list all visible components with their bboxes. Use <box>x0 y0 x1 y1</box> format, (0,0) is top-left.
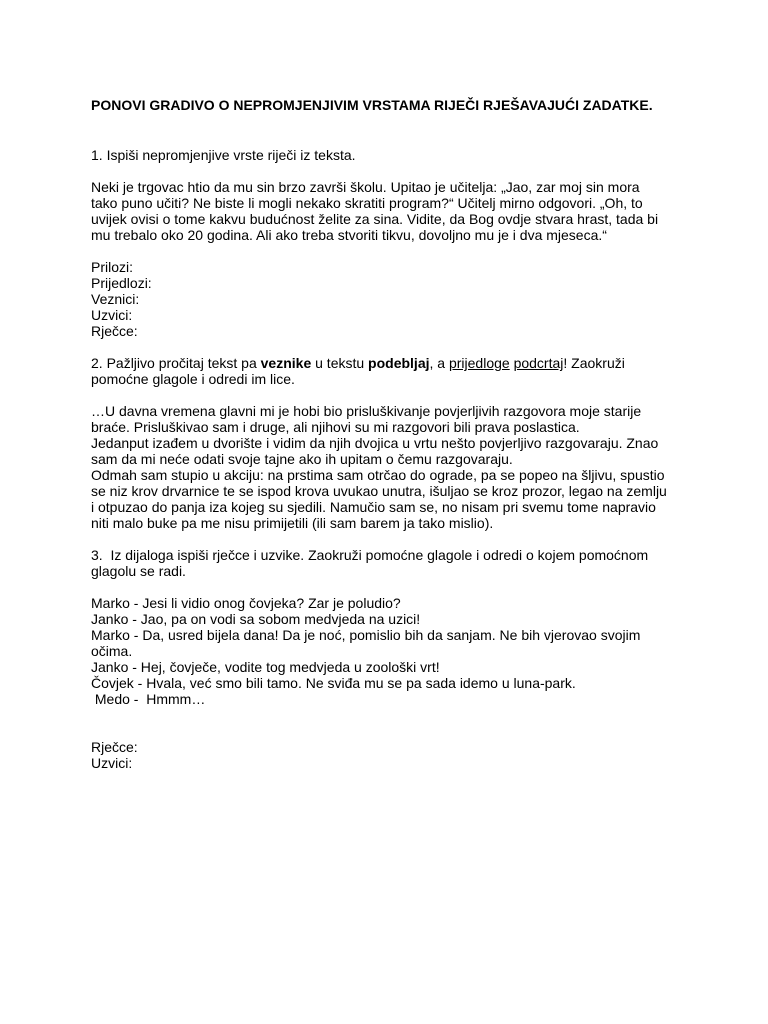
answer-label-prijedlozi: Prijedlozi: <box>91 275 152 291</box>
answer-label-veznici: Veznici: <box>91 291 140 307</box>
task2-text-line: …U davna vremena glavni mi je hobi bio prisluškivanje povjerljivih razgovora moje starije <box>91 403 642 419</box>
answer-label-rjecce: Rječce: <box>91 739 138 755</box>
dialogue-line: Janko - Hej, čovječe, vodite tog medvjeda u zoološki vrt! <box>91 659 440 675</box>
task3-dialogue <box>91 595 691 707</box>
task3-instruction-line: 3. Iz dijaloga ispiši rječce i uzvike. Zaokruži pomoćne glagole i odredi o kojem pomoćnom <box>91 547 649 563</box>
answer-label-uzvici: Uzvici: <box>91 755 133 771</box>
task1-text <box>91 179 691 243</box>
task2-text-line: sam da mi neće odati svoje tajne ako ih upitam o čemu razgovaraju. <box>91 451 513 467</box>
task2-text-line: niti malo buke pa me nisu primijetili (ili sam barem ja tako mislio). <box>91 515 494 531</box>
task1-instruction-text: 1. Ispiši nepromjenjive vrste riječi iz teksta. <box>91 147 356 163</box>
task2-instruction <box>91 355 691 387</box>
dialogue-line: Medo - Hmmm… <box>91 691 206 707</box>
dialogue-line: Marko - Da, usred bijela dana! Da je noć, pomislio bih da sanjam. Ne bih vjerovao svojim <box>91 627 641 643</box>
page-title: PONOVI GRADIVO O NEPROMJENJIVIM VRSTAMA RIJEČI RJEŠAVAJUĆI ZADATKE. <box>91 97 653 113</box>
dialogue-line: očima. <box>91 643 133 659</box>
worksheet-page <box>91 97 691 771</box>
task2-text-line: Jedanput izađem u dvorište i vidim da njih dvojica u vrtu nešto povjerljivo razgovaraju. Znao <box>91 435 659 451</box>
dialogue-line: Janko - Jao, pa on vodi sa sobom medvjeda na uzici! <box>91 611 421 627</box>
task2-bold-veznike: veznike <box>260 355 312 371</box>
task2-text-part: , a <box>429 355 449 371</box>
answer-label-uzvici: Uzvici: <box>91 307 133 323</box>
task2-instruction-line2: pomoćne glagole i odredi im lice. <box>91 371 295 387</box>
task3-answer-list <box>91 739 691 771</box>
task2-text-part: 2. Pažljivo pročitaj tekst pa <box>91 355 261 371</box>
dialogue-line: Čovjek - Hvala, već smo bili tamo. Ne sviđa mu se pa sada idemo u luna-park. <box>91 675 576 691</box>
task2-text-line: braće. Prisluškivao sam i druge, ali njihovi su mi razgovori bili prava poslastica. <box>91 419 580 435</box>
task1-text-line: mu trebalo oko 20 godina. Ali ako treba stvoriti tikvu, dovoljno mu je i dva mjeseca.“ <box>91 227 607 243</box>
task2-text-part: ! Zaokruži <box>563 355 625 371</box>
spacer <box>91 707 691 739</box>
task1-answer-list <box>91 259 691 339</box>
task3-instruction-line: glagolu se radi. <box>91 563 186 579</box>
task2-text <box>91 403 691 531</box>
answer-label-rjecce: Rječce: <box>91 323 138 339</box>
task1-text-line: tako puno učiti? Ne biste li mogli nekako skratiti program?“ Učitelj mirno odgovori. „Oh, to <box>91 195 643 211</box>
dialogue-line: Marko - Jesi li vidio onog čovjeka? Zar je poludio? <box>91 595 401 611</box>
task1-text-line: uvijek ovisi o tome kakvu budućnost želite za sina. Vidite, da Bog ovdje stvara hrast, tada bi <box>91 211 659 227</box>
task2-text-line: se niz krov drvarnice te se ispod krova uvukao unutra, išuljao se kroz prozor, legao na zemlju <box>91 483 667 499</box>
task3-instruction <box>91 547 691 579</box>
task2-text-line: i otpuzao do panja iza kojeg su sjedili. Namučio sam se, no nisam pri svemu tome napravio <box>91 499 656 515</box>
task2-instruction-line1 <box>91 355 691 371</box>
task2-bold-podebljaj: podebljaj <box>368 355 430 371</box>
task1-text-line: Neki je trgovac htio da mu sin brzo završi školu. Upitao je učitelja: „Jao, zar moj sin mora <box>91 179 640 195</box>
task2-underline-prijedloge: prijedloge <box>448 355 510 371</box>
task1-instruction <box>91 147 691 163</box>
task2-text-line: Odmah sam stupio u akciju: na prstima sam otrčao do ograde, pa se popeo na šljivu, spustio <box>91 467 665 483</box>
answer-label-prilozi: Prilozi: <box>91 259 134 275</box>
task2-underline-podcrtaj: podcrtaj <box>513 355 564 371</box>
task2-text-part: u tekstu <box>311 355 369 371</box>
